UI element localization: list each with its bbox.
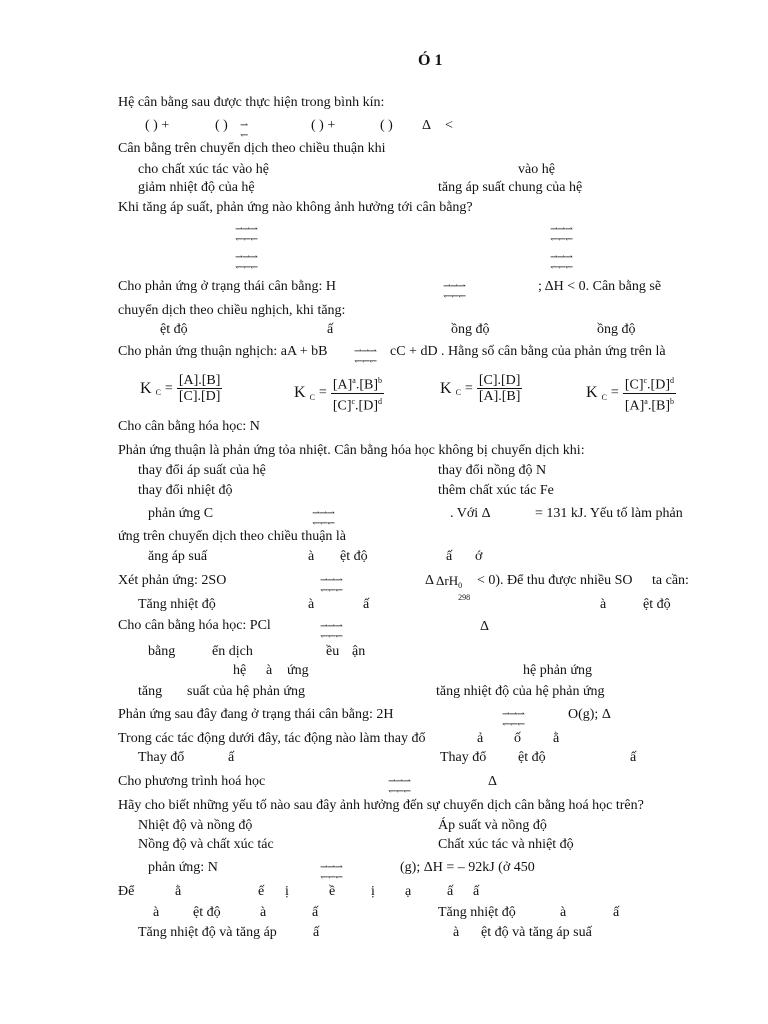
text-line: Hãy cho biết những yếu tố nào sau đây ảnh hưởng đến sự chuyển dịch cân bằng hoá học trên? [118,798,644,813]
equilibrium-constant-option [140,373,222,404]
equilibrium-arrow: ⇀⇀⇀ ↽↽↽ [443,281,466,302]
text-line: Δ [422,118,432,133]
equilibrium-arrow: ⇀⇀⇀ ↽↽↽ [320,862,343,883]
text-line: à [266,663,273,678]
k-label: K [294,384,306,402]
text-line: Cho phản ứng thuận nghịch: aA + bB [118,344,328,359]
text-line: Δ [488,774,498,789]
text-line: Δ [425,573,435,588]
numerator: $[A]^a.[B]^b$ [331,373,384,394]
text-line: ị [371,884,375,899]
equilibrium-arrow: ⇀⇀⇀ ↽↽↽ [388,776,411,797]
k-subscript: C [455,388,461,397]
text-line: < [445,118,453,133]
text-line: à [308,597,315,612]
text-line: ều [326,644,340,659]
text-line: ấ [363,597,370,612]
text-line: hệ [233,663,247,678]
numerator: $[C]^c.[D]^d$ [623,373,676,394]
text-line: à [308,549,315,564]
equilibrium-arrow: ⇀⇀⇀ ↽↽↽ [312,508,335,529]
text-line: à [453,925,460,940]
text-line: Phản ứng sau đây đang ở trạng thái cân bằng: 2H [118,707,394,722]
text-line: Thay đổ [440,750,487,765]
equilibrium-arrow: ⇀⇀⇀ ↽↽↽ [235,252,258,273]
text-line: ấ [446,549,453,564]
k-subscript: C [309,392,315,402]
enthalpy-sup: 0 [458,581,463,590]
text-line: vào hệ [518,162,555,177]
text-line: Cho phương trình hoá học [118,774,266,789]
text-line: Để [118,884,135,899]
equilibrium-arrow: ⇀⇀⇀ ↽↽↽ [502,709,525,730]
enthalpy-sub: 298 [458,593,471,602]
text-line: ớ [475,549,483,564]
text-line: à [260,905,267,920]
text-line: Δ [480,619,490,634]
text-line: ển dịch [212,644,253,659]
text-line: bằng [148,644,176,659]
text-line: < 0). Để thu được nhiều SO [477,573,633,588]
text-line: Hệ cân bằng sau được thực hiện trong bình kín: [118,95,385,110]
text-line: ố [514,731,521,746]
text-line: ấ [312,905,319,920]
text-line: Nhiệt độ và nồng độ [138,818,253,833]
enthalpy-symbol [436,573,472,602]
k-subscript: C [601,392,607,402]
text-line: Tăng nhiệt độ và tăng áp [138,925,277,940]
text-line: à [153,905,160,920]
k-label: K [440,379,452,397]
text-line: ứng trên chuyển dịch theo chiều thuận là [118,529,347,544]
text-line: tăng [138,684,163,699]
text-line: ồng độ [597,322,636,337]
equilibrium-arrow: ⇀⇀⇀ ↽↽↽ [550,224,573,245]
text-line: cC + dD . Hằng số cân bằng của phản ứng trên là [390,344,666,359]
text-line: ệt độ và tăng áp suấ [481,925,592,940]
text-line: ấ [228,750,235,765]
text-line: thay đổi áp suất của hệ [138,463,266,478]
equilibrium-arrow: ⇀⇀⇀ ↽↽↽ [550,252,573,273]
text-line: Thay đổ [138,750,185,765]
text-line: thay đổi nhiệt độ [138,483,233,498]
denominator: [A].[B] [478,389,521,404]
text-line: ằ [553,731,560,746]
numerator: [A].[B] [178,373,221,388]
text-line: à [600,597,607,612]
text-line: ằ [175,884,182,899]
denominator: $[C]^c.[D]^d$ [332,396,382,414]
text-line: ị [285,884,289,899]
text-line: Cho cân bằng hóa học: N [118,419,260,434]
k-label: K [586,384,598,402]
equals-sign: = [164,380,173,396]
equilibrium-constant-option [586,373,676,413]
text-line: ả [477,731,484,746]
text-line: (g); ΔH = – 92kJ (ở 450 [400,860,535,875]
numerator: [C].[D] [478,373,521,388]
text-line: ứng [287,663,309,678]
text-line: ệt độ [160,322,188,337]
text-line: O(g); Δ [568,707,611,722]
text-line: ệt độ [193,905,221,920]
text-line: ; ΔH < 0. Cân bằng sẽ [538,279,662,294]
text-line: = 131 kJ. Yếu tố làm phản [535,506,683,521]
text-line: ấ [313,925,320,940]
equilibrium-constant-option [294,373,384,413]
equilibrium-arrow: ⇀⇀⇀ ↽↽↽ [320,575,343,596]
text-line: thêm chất xúc tác Fe [438,483,554,498]
text-line: ận [352,644,366,659]
text-line: ệt độ [518,750,546,765]
text-line: tăng nhiệt độ của hệ phản ứng [436,684,605,699]
text-line: ( ) [380,118,393,133]
text-line: ạ [405,884,412,899]
text-line: ấ [473,884,480,899]
text-line: ệt độ [340,549,368,564]
equals-sign: = [610,385,619,401]
text-line: ấ [447,884,454,899]
text-line: ( ) + [311,118,336,133]
text-line: Phản ứng thuận là phản ứng tỏa nhiệt. Cân bằng hóa học không bị chuyển dịch khi: [118,443,585,458]
equilibrium-arrow: ⇀⇀⇀ ↽↽↽ [235,224,258,245]
equilibrium-arrow: ⇀⇀⇀ ↽↽↽ [320,621,343,642]
k-label: K [140,379,152,397]
text-line: Cho cân bằng hóa học: PCl [118,618,271,633]
text-line: ta cần: [652,573,689,588]
text-line: ồng độ [451,322,490,337]
enthalpy-label: ΔrH [436,573,459,588]
text-line: suất của hệ phản ứng [187,684,305,699]
text-line: Áp suất và nồng độ [438,818,547,833]
text-line: ệt độ [643,597,671,612]
k-subscript: C [155,388,161,397]
text-line: Chất xúc tác và nhiệt độ [438,837,574,852]
text-line: hệ phản ứng [523,663,593,678]
text-line: Cân bằng trên chuyển dịch theo chiều thuận khi [118,141,386,156]
text-line: ấ [327,322,334,337]
equilibrium-arrow: ⇀⇀⇀ ↽↽↽ [354,346,377,367]
equals-sign: = [464,380,473,396]
denominator: $[A]^a.[B]^b$ [624,396,674,414]
text-line: . Với Δ [450,506,491,521]
text-line: thay đổi nồng độ N [438,463,547,478]
text-line: chuyển dịch theo chiều nghịch, khi tăng: [118,303,346,318]
text-line: ấ [613,905,620,920]
text-line: Xét phản ứng: 2SO [118,573,227,588]
text-line: tăng áp suất chung của hệ [438,180,583,195]
text-line: à [560,905,567,920]
text-line: cho chất xúc tác vào hệ [138,162,269,177]
text-line: ( ) [215,118,228,133]
text-line: ăng áp suấ [148,549,208,564]
denominator: [C].[D] [178,389,221,404]
text-line: Nồng độ và chất xúc tác [138,837,274,852]
text-line: Cho phản ứng ở trạng thái cân bằng: H [118,279,336,294]
text-line: ề [329,884,336,899]
text-line: ( ) + [145,118,170,133]
equilibrium-arrow: ⇀ ↽ [240,120,248,141]
equals-sign: = [318,385,327,401]
text-line: Khi tăng áp suất, phản ứng nào không ảnh hưởng tới cân bằng? [118,200,473,215]
page-title: Ó 1 [418,52,443,69]
text-line: Tăng nhiệt độ [138,597,216,612]
text-line: phản ứng: N [148,860,218,875]
text-line: ế [258,884,265,899]
text-line: Trong các tác động dưới đây, tác động nào làm thay đổ [118,731,426,746]
text-line: phản ứng C [148,506,214,521]
text-line: giảm nhiệt độ của hệ [138,180,255,195]
text-line: Tăng nhiệt độ [438,905,516,920]
text-line: ấ [630,750,637,765]
equilibrium-constant-option [440,373,522,404]
